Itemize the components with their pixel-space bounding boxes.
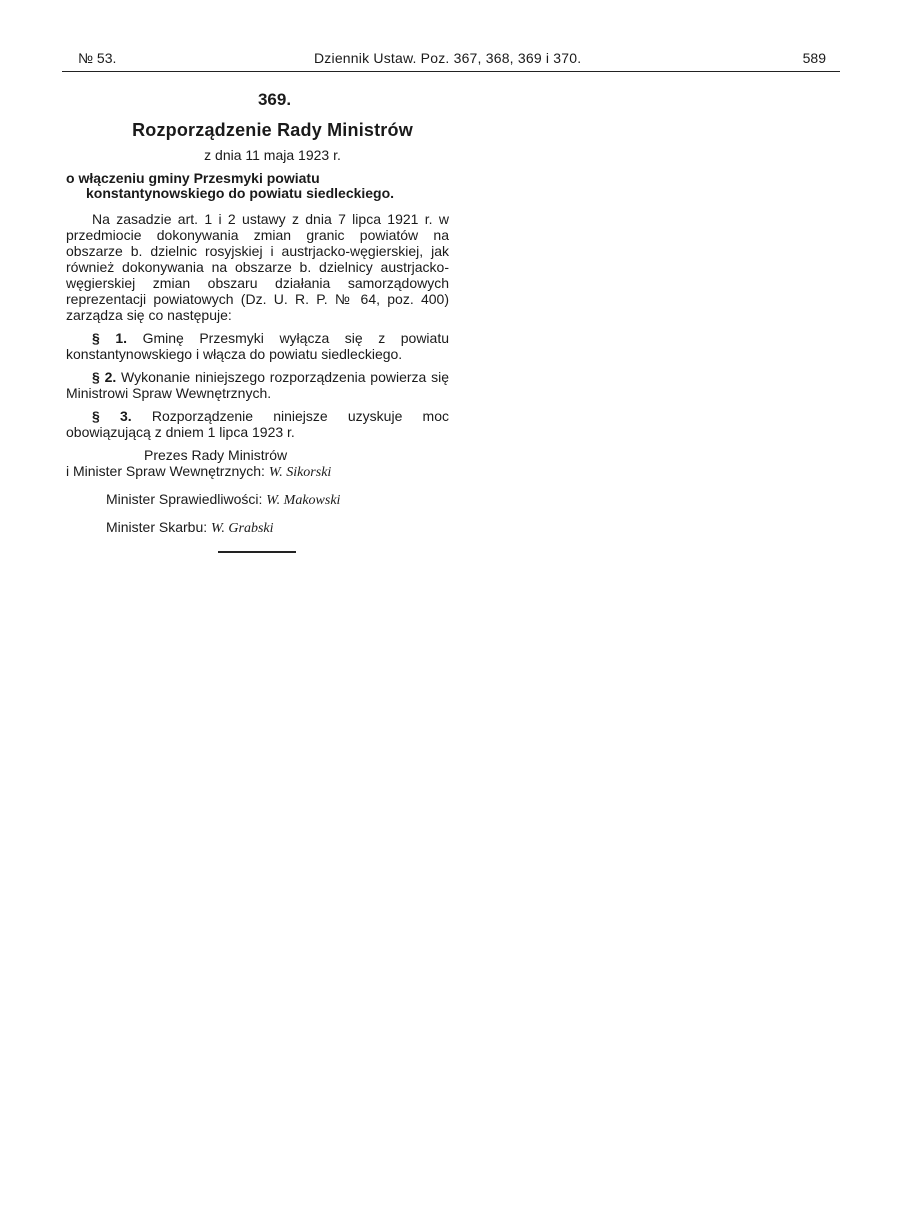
paragraph-2-text: Wykonanie niniejszego rozporządzenia powierza się Ministrowi Spraw Wewnętrznych. [66,369,450,401]
signature-prime-minister-name: W. Sikorski [268,465,332,480]
paragraph-3 [66,408,449,440]
issue-number: № 53. [78,50,117,66]
end-rule [218,551,296,553]
signature-prime-minister [66,463,449,481]
act-number: 369. [257,90,292,109]
signature-justice-minister [106,491,449,509]
paragraph-2 [66,369,449,401]
signature-prime-minister-role: i Minister Spraw Wewnętrznych: [66,463,265,479]
signature-justice-minister-name: W. Makowski [266,493,341,508]
signature-prime-minister-title: Prezes Rady Ministrów [144,447,288,463]
journal-title: Dziennik Ustaw. Poz. 367, 368, 369 i 370. [314,50,582,66]
act-title: Rozporządzenie Rady Ministrów [132,120,413,140]
signature-treasury-minister [106,519,449,537]
paragraph-1-text: Gminę Przesmyki wyłącza się z powiatu konstantynowskiego i włącza do powiatu siedleckiego. [66,330,450,362]
act-column [66,90,449,553]
act-body [66,211,449,440]
act-subject: o włączeniu gminy Przesmyki powiatu konstantynowskiego do powiatu siedleckiego. [66,170,395,201]
signature-treasury-minister-role: Minister Skarbu: [106,519,208,535]
paragraph-2-label: § 2. [92,369,117,385]
page-header [66,50,836,70]
paragraph-1 [66,330,449,362]
page-number: 589 [802,50,826,66]
signature-treasury-minister-name: W. Grabski [211,521,274,536]
preamble: Na zasadzie art. 1 i 2 ustawy z dnia 7 lipca 1921 r. w przedmiocie dokonywania zmian granic powiatów na obszarze b. dzielnic rosyjskiej i austrjacko-węgierskiej, jak również dokonywania na obszarze b. dzielnicy austrjacko-węgierskiej zmian obszaru działania samorządowych reprezentacji powiatowych (Dz. U. R. P. № 64, poz. 400) zarządza się co następuje: [66,211,449,323]
paragraph-3-label: § 3. [92,408,132,424]
paragraph-1-label: § 1. [92,330,128,346]
signature-justice-minister-role: Minister Sprawiedliwości: [106,491,263,507]
signatures [66,447,449,537]
paragraph-3-text: Rozporządzenie niniejsze uzyskuje moc obowiązującą z dniem 1 lipca 1923 r. [66,408,450,440]
header-rule [62,71,840,72]
act-date: z dnia 11 maja 1923 r. [204,147,341,163]
